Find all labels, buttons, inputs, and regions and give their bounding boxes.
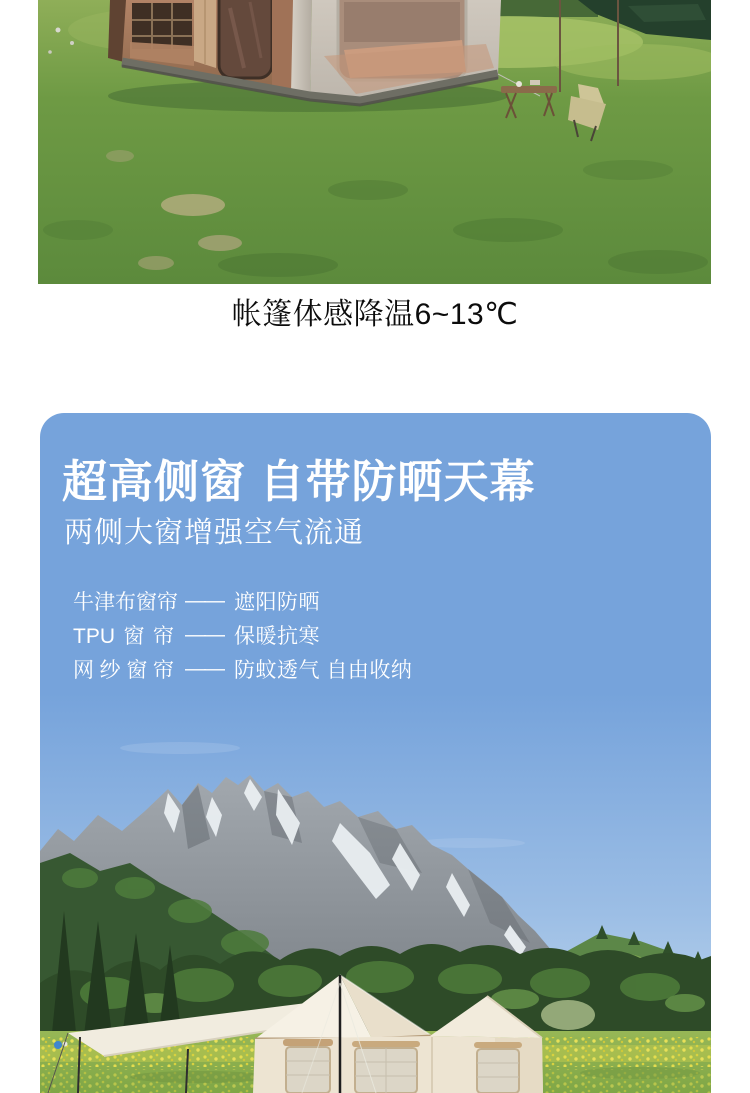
feature-row [73,584,711,618]
feature-dash: —— [185,657,223,680]
feature-value: 防蚊透气 自由收纳 [234,659,413,682]
feature-label: TPU窗帘 [73,625,174,648]
feature-row [73,618,711,652]
feature-row [73,652,711,686]
top-photo-illustration [38,0,711,284]
feature-value: 保暖抗寒 [234,625,320,648]
card-photo-illustration [40,693,711,1093]
card-subtitle: 两侧大窗增强空气流通 [64,517,365,549]
feature-dash: —— [185,589,223,612]
caption-text: 帐篷体感降温6~13℃ [231,298,519,331]
feature-value: 遮阳防晒 [234,591,320,614]
card-title: 超高侧窗 自带防晒天幕 [62,456,536,507]
feature-card [40,413,711,1093]
feature-dash: —— [185,623,223,646]
top-photo [38,0,711,284]
feature-list [73,584,711,686]
feature-label: 牛津布窗帘 [73,591,178,614]
card-photo [40,693,711,1093]
feature-label: 网纱窗帘 [73,659,174,682]
